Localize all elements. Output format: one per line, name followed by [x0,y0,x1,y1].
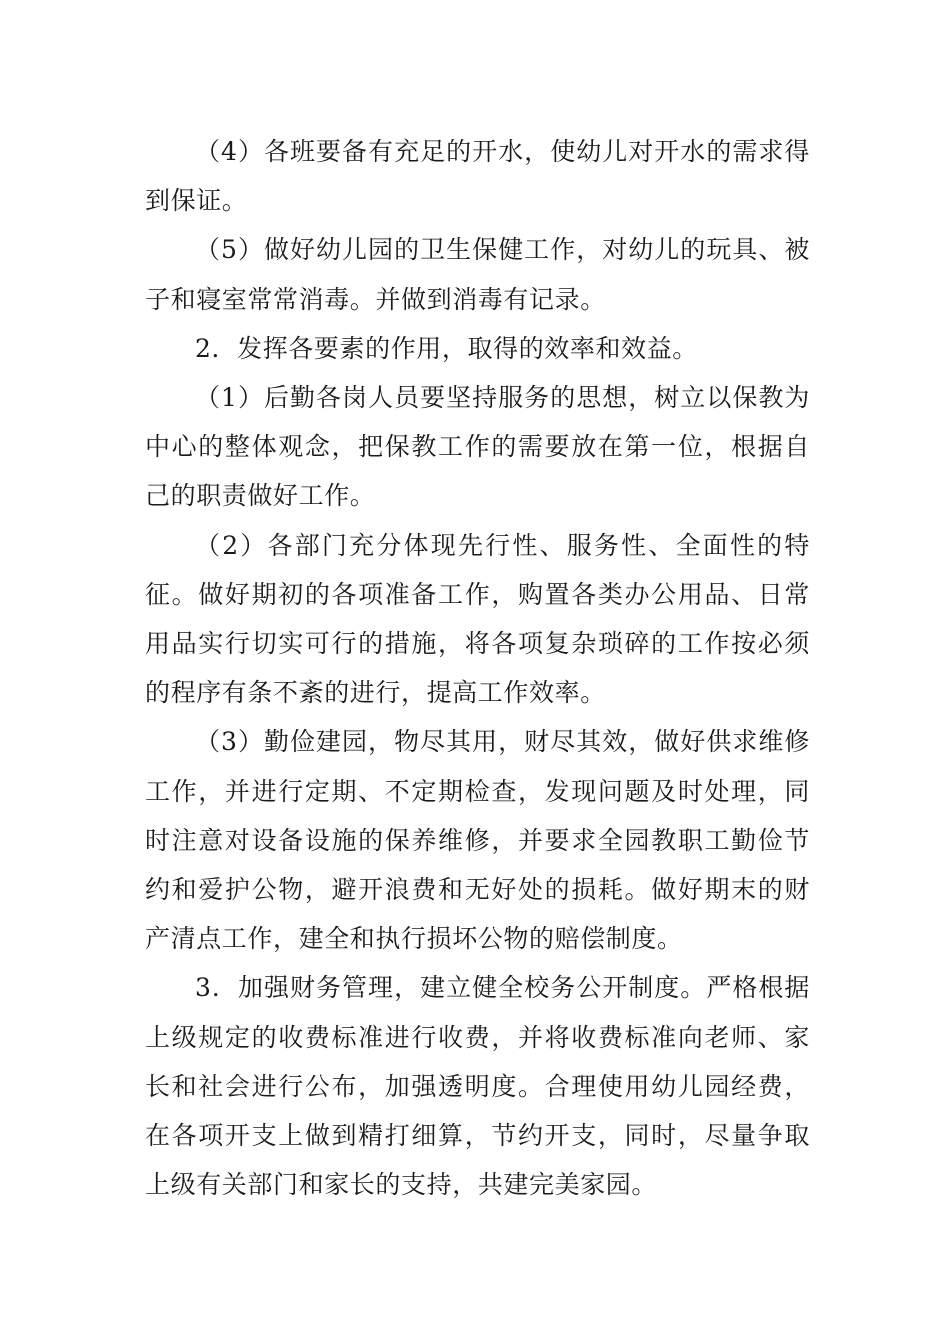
paragraph-section-3: 3．加强财务管理，建立健全校务公开制度。严格根据上级规定的收费标准进行收费，并将收费标准向老师、家长和社会进行公布，加强透明度。合理使用幼儿园经费，在各项开支上做到精打细算，节约开支，同时，尽量争取上级有关部门和家长的支持，共建完美家园。 [145,973,810,1200]
paragraph-item-2: （2）各部门充分体现先行性、服务性、全面性的特征。做好期初的各项准备工作，购置各类办公用品、日常用品实行切实可行的措施，将各项复杂琐碎的工作按必须的程序有条不紊的进行，提高工作效率。 [145,530,810,708]
paragraph-section-2: 2．发挥各要素的作用，取得的效率和效益。 [195,333,698,363]
paragraph-item-4: （4）各班要备有充足的开水，使幼儿对开水的需求得到保证。 [145,137,810,216]
paragraph-item-3: （3）勤俭建园，物尽其用，财尽其效，做好供求维修工作，并进行定期、不定期检查，发现问题及时处理，同时注意对设备设施的保养维修，并要求全园教职工勤俭节约和爱护公物，避开浪费和无好处的损耗。做好期末的财产清点工作，建全和执行损坏公物的赔偿制度。 [145,727,810,954]
paragraph-item-5: （5）做好幼儿园的卫生保健工作，对幼儿的玩具、被子和寝室常常消毒。并做到消毒有记录。 [145,235,810,314]
paragraph-item-1: （1）后勤各岗人员要坚持服务的思想，树立以保教为中心的整体观念，把保教工作的需要放在第一位，根据自己的职责做好工作。 [145,383,810,511]
document-body [145,127,810,1209]
